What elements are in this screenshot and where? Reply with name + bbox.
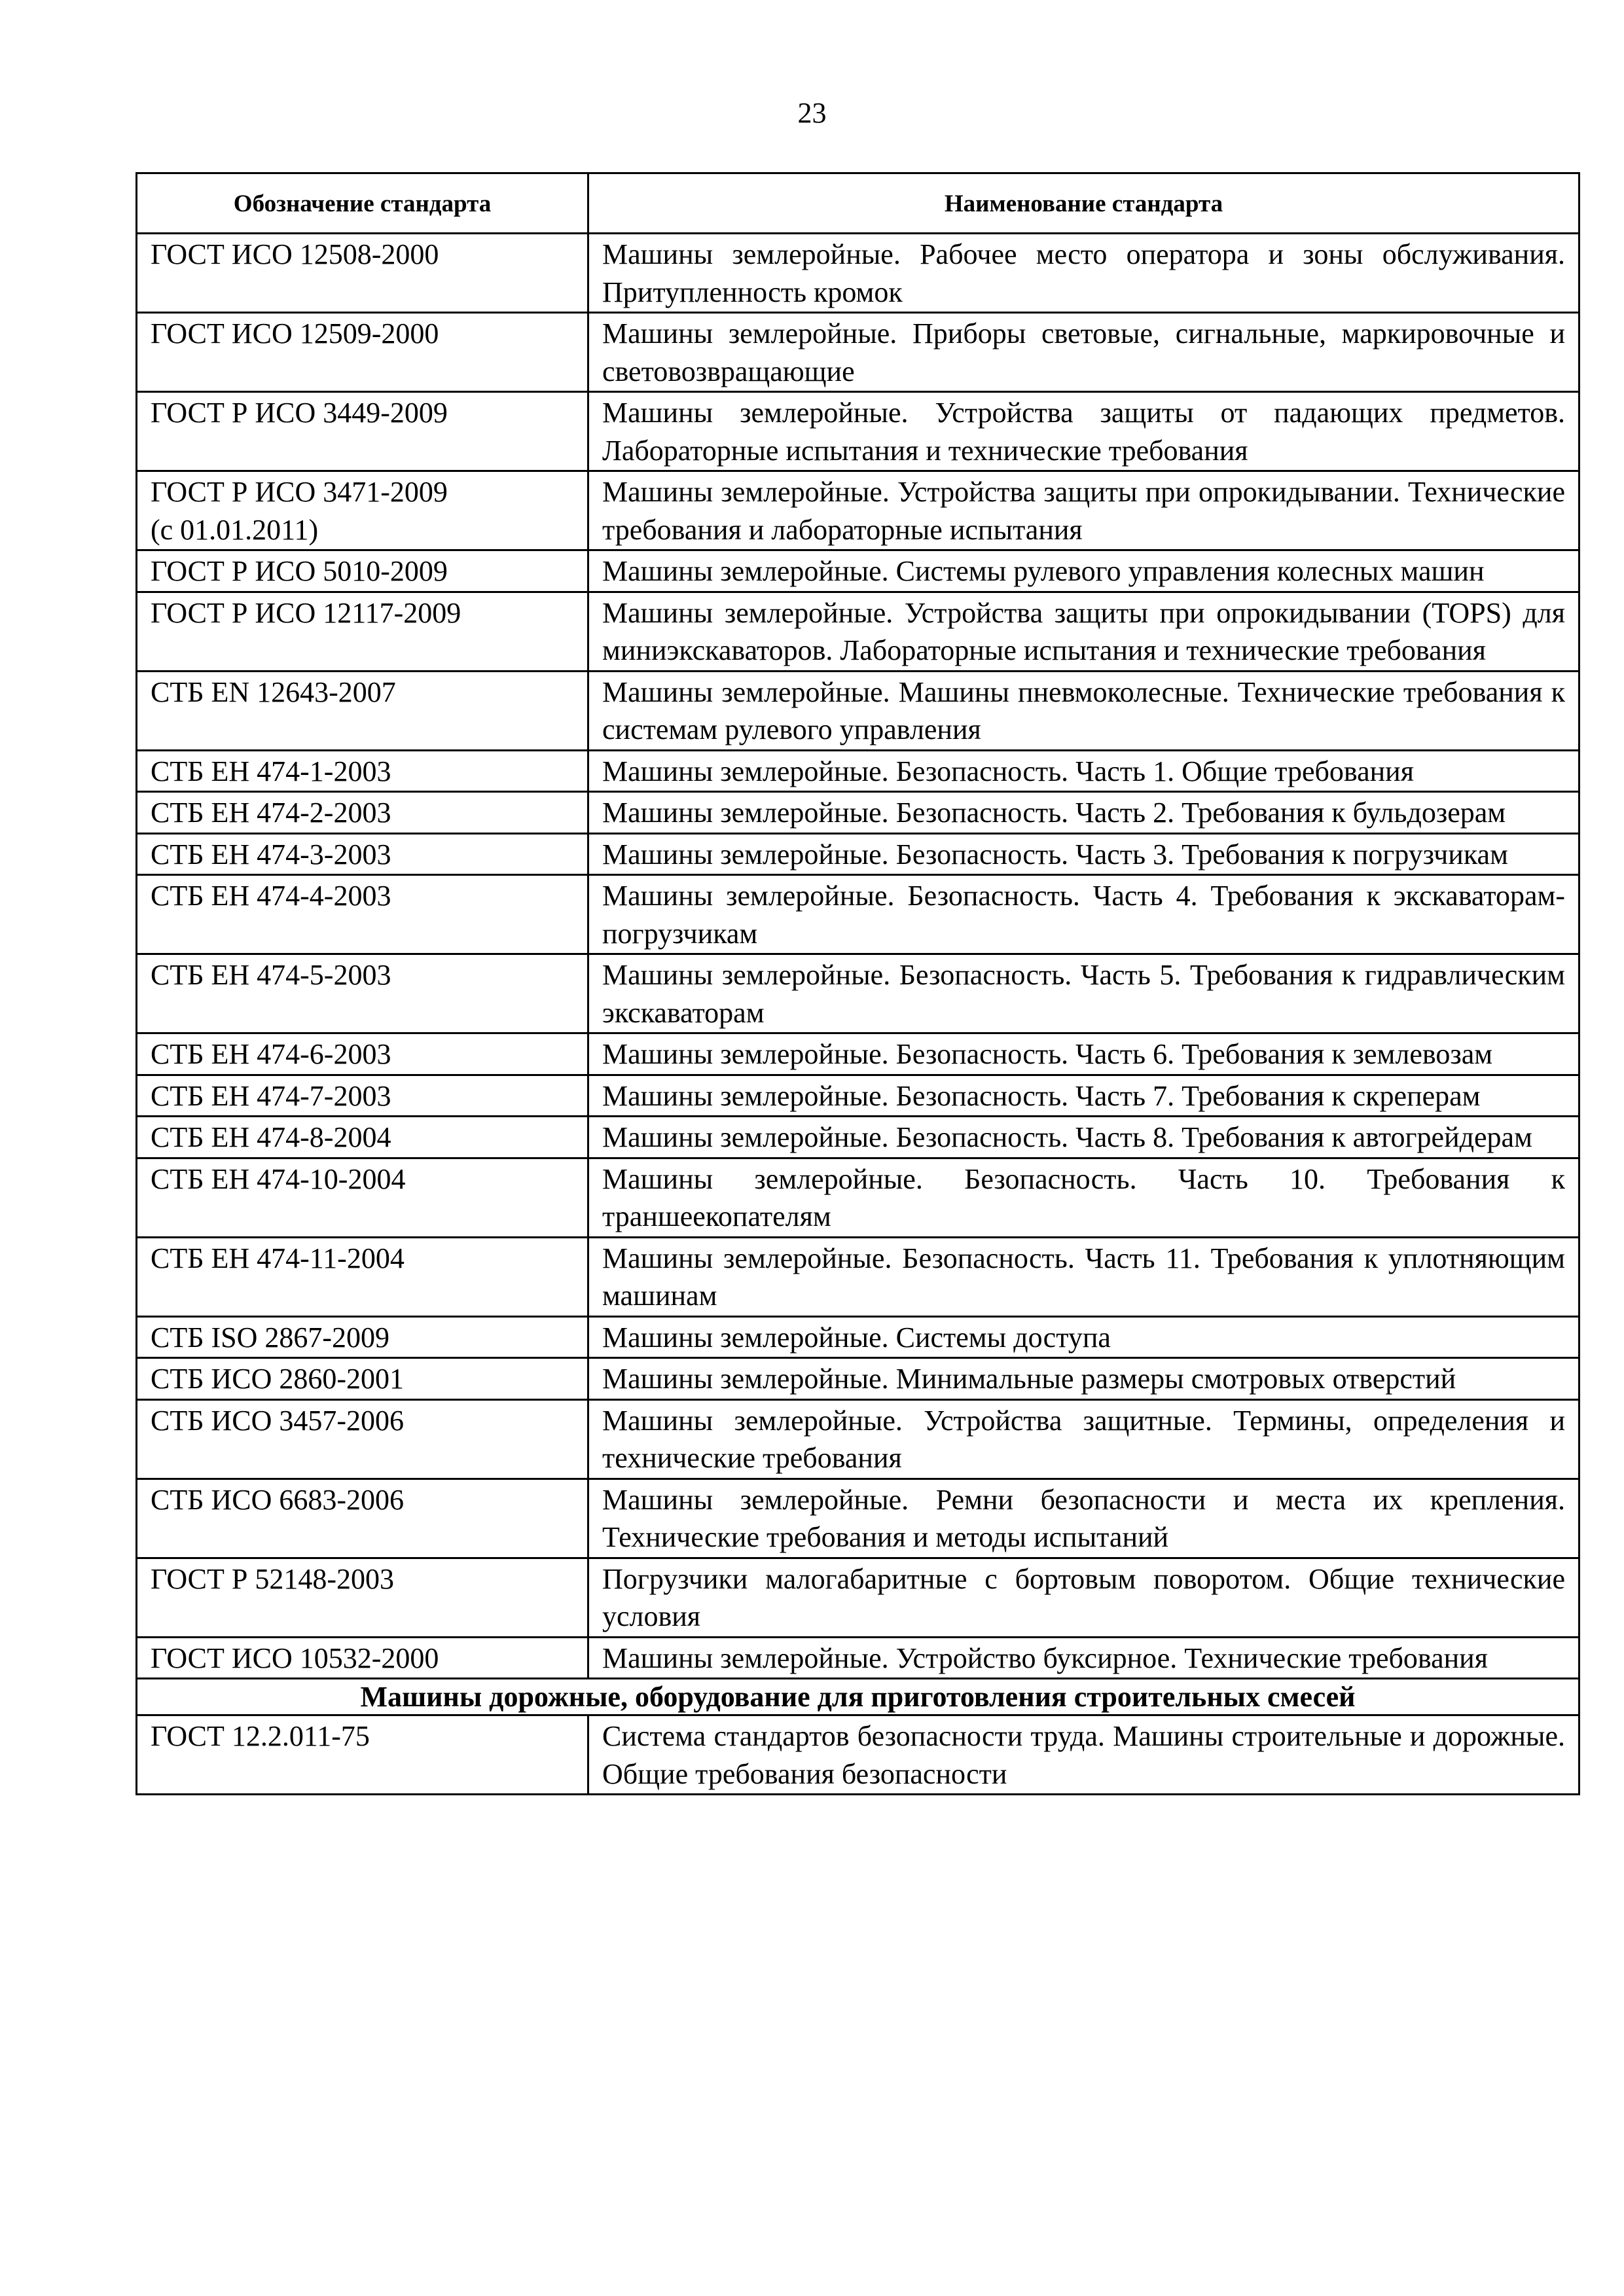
standard-code: СТБ ЕН 474-4-2003 (137, 875, 588, 954)
standard-name: Система стандартов безопасности труда. Машины строительные и дорожные. Общие требования безопасности (588, 1715, 1579, 1795)
table-row (137, 471, 1579, 550)
standard-name: Машины землеройные. Минимальные размеры смотровых отверстий (588, 1358, 1579, 1400)
table-row (137, 1637, 1579, 1679)
standard-name: Погрузчики малогабаритные с бортовым поворотом. Общие технические условия (588, 1558, 1579, 1637)
standard-code: СТБ ЕН 474-6-2003 (137, 1033, 588, 1075)
standard-name: Машины землеройные. Безопасность. Часть 6. Требования к землевозам (588, 1033, 1579, 1075)
section-title: Машины дорожные, оборудование для приготовления строительных смесей (137, 1679, 1579, 1715)
standard-name: Машины землеройные. Безопасность. Часть 8. Требования к автогрейдерам (588, 1117, 1579, 1158)
standard-name: Машины землеройные. Системы рулевого управления колесных машин (588, 550, 1579, 592)
header-name: Наименование стандарта (588, 173, 1579, 234)
table-row (137, 1479, 1579, 1558)
standard-name: Машины землеройные. Машины пневмоколесные. Технические требования к системам рулевого управления (588, 671, 1579, 750)
table-row (137, 234, 1579, 313)
standard-code: ГОСТ Р ИСО 12117-2009 (137, 592, 588, 671)
table-row (137, 1033, 1579, 1075)
table-row (137, 792, 1579, 834)
standard-code: СТБ ИСО 2860-2001 (137, 1358, 588, 1400)
table-row (137, 1399, 1579, 1479)
standard-code: СТБ ИСО 3457-2006 (137, 1399, 588, 1479)
standard-name: Машины землеройные. Безопасность. Часть 4. Требования к экскаваторам-погрузчикам (588, 875, 1579, 954)
table-row (137, 833, 1579, 875)
table-row (137, 592, 1579, 671)
header-code: Обозначение стандарта (137, 173, 588, 234)
standard-name: Машины землеройные. Устройства защиты при опрокидывании. Технические требования и лабораторные испытания (588, 471, 1579, 550)
table-row (137, 1237, 1579, 1316)
table-row (137, 750, 1579, 792)
standard-name: Машины землеройные. Рабочее место оператора и зоны обслуживания. Притупленность кромок (588, 234, 1579, 313)
standard-code: СТБ ЕН 474-1-2003 (137, 750, 588, 792)
standard-name: Машины землеройные. Безопасность. Часть 11. Требования к уплотняющим машинам (588, 1237, 1579, 1316)
standard-code: ГОСТ 12.2.011-75 (137, 1715, 588, 1795)
standard-code: СТБ ИСО 6683-2006 (137, 1479, 588, 1558)
standard-code: СТБ EN 12643-2007 (137, 671, 588, 750)
standard-effective-date: (с 01.01.2011) (151, 513, 319, 546)
standard-code: ГОСТ Р 52148-2003 (137, 1558, 588, 1637)
table-row (137, 1558, 1579, 1637)
standard-name: Машины землеройные. Устройства защиты при опрокидывании (TOPS) для миниэкскаваторов. Лабораторные испытания и технические требования (588, 592, 1579, 671)
table-row (137, 550, 1579, 592)
standard-name: Машины землеройные. Системы доступа (588, 1316, 1579, 1358)
standard-code: ГОСТ ИСО 10532-2000 (137, 1637, 588, 1679)
table-row (137, 875, 1579, 954)
standard-code: СТБ ЕН 474-7-2003 (137, 1075, 588, 1117)
standard-name: Машины землеройные. Безопасность. Часть 3. Требования к погрузчикам (588, 833, 1579, 875)
table-row (137, 392, 1579, 471)
standard-name: Машины землеройные. Безопасность. Часть 2. Требования к бульдозерам (588, 792, 1579, 834)
table-row (137, 313, 1579, 392)
standard-name: Машины землеройные. Приборы световые, сигнальные, маркировочные и световозвращающие (588, 313, 1579, 392)
table-row (137, 1117, 1579, 1158)
standard-code-cell (137, 471, 588, 550)
standard-name: Машины землеройные. Ремни безопасности и места их крепления. Технические требования и методы испытаний (588, 1479, 1579, 1558)
table-row (137, 1715, 1579, 1795)
standard-name: Машины землеройные. Устройство буксирное. Технические требования (588, 1637, 1579, 1679)
page-number: 23 (797, 97, 827, 129)
table-header-row (137, 173, 1579, 234)
table-row (137, 1358, 1579, 1400)
section-header-row (137, 1679, 1579, 1715)
standard-name: Машины землеройные. Безопасность. Часть 7. Требования к скреперам (588, 1075, 1579, 1117)
standard-code: СТБ ЕН 474-11-2004 (137, 1237, 588, 1316)
table-row (137, 1158, 1579, 1237)
table-row (137, 671, 1579, 750)
standard-code: ГОСТ Р ИСО 3471-2009 (151, 476, 448, 508)
standard-code: СТБ ЕН 474-5-2003 (137, 954, 588, 1033)
standard-code: СТБ ЕН 474-10-2004 (137, 1158, 588, 1237)
standard-name: Машины землеройные. Устройства защитные. Термины, определения и технические требования (588, 1399, 1579, 1479)
standard-code: ГОСТ ИСО 12509-2000 (137, 313, 588, 392)
table-row (137, 1075, 1579, 1117)
standard-code: СТБ ЕН 474-3-2003 (137, 833, 588, 875)
table-row (137, 1316, 1579, 1358)
standard-code: СТБ ISO 2867-2009 (137, 1316, 588, 1358)
standard-code: СТБ ЕН 474-8-2004 (137, 1117, 588, 1158)
standard-name: Машины землеройные. Безопасность. Часть 1. Общие требования (588, 750, 1579, 792)
standard-name: Машины землеройные. Безопасность. Часть 10. Требования к траншеекопателям (588, 1158, 1579, 1237)
standard-code: ГОСТ ИСО 12508-2000 (137, 234, 588, 313)
standard-name: Машины землеройные. Устройства защиты от падающих предметов. Лабораторные испытания и технические требования (588, 392, 1579, 471)
standard-code: СТБ ЕН 474-2-2003 (137, 792, 588, 834)
table-row (137, 954, 1579, 1033)
standard-code: ГОСТ Р ИСО 3449-2009 (137, 392, 588, 471)
standard-name: Машины землеройные. Безопасность. Часть 5. Требования к гидравлическим экскаваторам (588, 954, 1579, 1033)
standards-table (135, 172, 1580, 1795)
standard-code: ГОСТ Р ИСО 5010-2009 (137, 550, 588, 592)
